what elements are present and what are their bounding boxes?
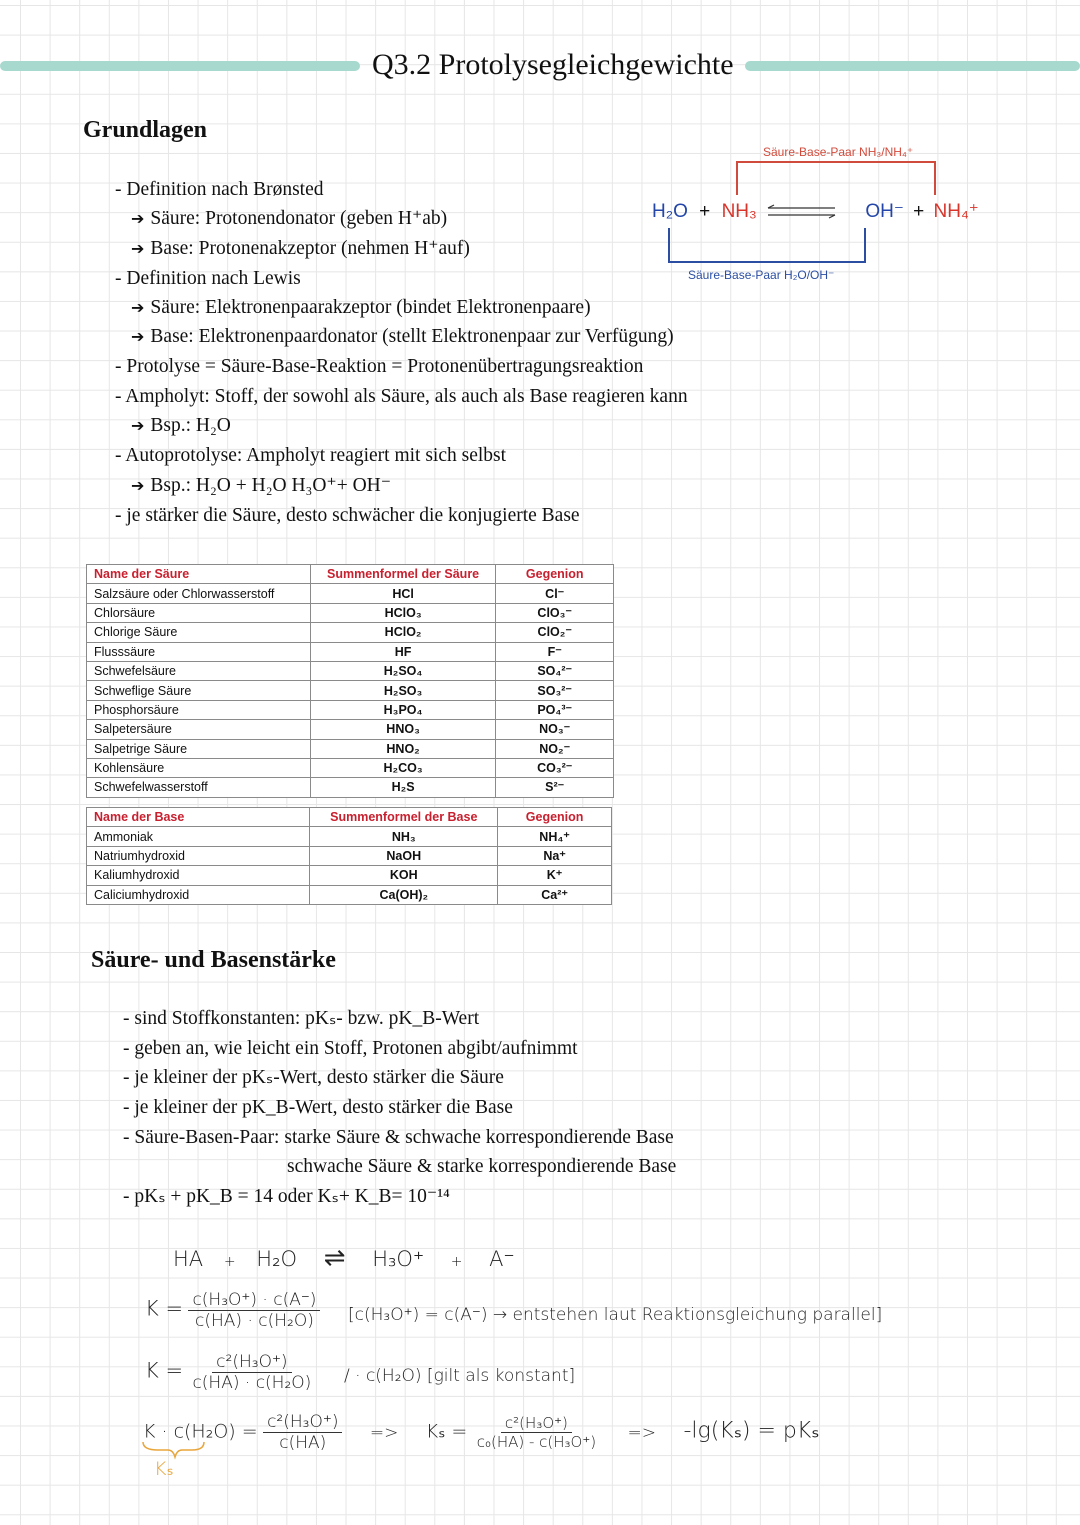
formula-cell: HNO₃	[310, 720, 496, 739]
counterion-cell: Ca²⁺	[498, 885, 612, 904]
counterion-cell: Na⁺	[498, 846, 612, 865]
section-heading-grundlagen: Grundlagen	[83, 117, 208, 143]
equation-2	[145, 1352, 315, 1393]
reaction-term: H₂O	[256, 1247, 298, 1271]
name-cell: Ammoniak	[87, 827, 310, 846]
list-item-text: - Ampholyt: Stoff, der sowohl als Säure, als auch als Base reagieren kann	[115, 386, 688, 407]
list-item-text: Bsp.: H₂O + H₂O H₃O⁺+ OH⁻	[150, 475, 392, 496]
numerator: c(H₃O⁺) · c(A⁻)	[188, 1290, 320, 1311]
formula-cell: KOH	[310, 866, 498, 885]
list-item-text: Base: Elektronenpaardonator (stellt Elektronenpaar zur Verfügung)	[150, 326, 674, 347]
implies-arrow-icon: =>	[369, 1422, 399, 1443]
formula-cell: HCl	[310, 584, 496, 603]
table-row	[87, 778, 614, 797]
arrow-right-icon: ➔	[131, 327, 145, 346]
curly-brace-icon	[140, 1440, 210, 1460]
reaction-term: A⁻	[489, 1247, 515, 1271]
list-item-text: - Definition nach Lewis	[115, 268, 301, 289]
list-item	[115, 178, 324, 202]
list-item	[131, 296, 591, 320]
table-row	[87, 661, 614, 680]
equation-lhs: K · c(H₂O) =	[143, 1420, 258, 1443]
formula-cell: H₂S	[310, 778, 496, 797]
reactant-water: H₂O	[652, 201, 688, 222]
title-decoration-right	[745, 61, 1080, 71]
list-item-text: Bsp.: H₂O	[150, 415, 231, 436]
name-cell: Salpetrige Säure	[87, 739, 311, 758]
base-pair-label: Säure-Base-Paar H₂O/OH⁻	[688, 268, 835, 282]
table-row	[87, 885, 612, 904]
arrow-right-icon: ➔	[131, 239, 145, 258]
list-item	[115, 504, 580, 528]
numerator: c²(H₃O⁺)	[501, 1414, 572, 1433]
list-item: - je kleiner der pKₛ-Wert, desto stärker die Säure	[123, 1067, 504, 1088]
fraction	[473, 1414, 600, 1451]
section-heading-staerke: Säure- und Basenstärke	[91, 947, 336, 973]
counterion-cell: CO₃²⁻	[496, 758, 614, 777]
counterion-cell: S²⁻	[496, 778, 614, 797]
denominator: c(HA) · c(H₂O)	[195, 1311, 314, 1331]
reaction-term: H₃O⁺	[372, 1247, 425, 1271]
list-item	[131, 414, 231, 438]
formula-cell: H₂SO₄	[310, 661, 496, 680]
equation-2-note: / · c(H₂O) [gilt als konstant]	[344, 1366, 576, 1386]
arrow-right-icon: ➔	[131, 476, 145, 495]
list-item	[115, 385, 688, 409]
table-row	[87, 584, 614, 603]
pks-result: -lg(Kₛ) = pKₛ	[683, 1418, 820, 1444]
table-row	[87, 758, 614, 777]
column-header: Gegenion	[498, 808, 612, 827]
counterion-cell: ClO₃⁻	[496, 603, 614, 622]
list-item	[131, 237, 470, 261]
counterion-cell: SO₃²⁻	[496, 681, 614, 700]
list-item: - je kleiner der pK_B-Wert, desto stärker die Base	[123, 1097, 513, 1118]
title-decoration-left	[0, 61, 360, 71]
table-row	[87, 827, 612, 846]
column-header: Summenformel der Säure	[310, 565, 496, 584]
equation-1-note: [c(H₃O⁺) = c(A⁻) → entstehen laut Reaktionsgleichung parallel]	[348, 1305, 883, 1325]
name-cell: Phosphorsäure	[87, 700, 311, 719]
name-cell: Salzsäure oder Chlorwasserstoff	[87, 584, 311, 603]
acid-pair-label: Säure-Base-Paar NH₃/NH₄⁺	[763, 145, 914, 159]
table-row	[87, 603, 614, 622]
plus-sign: +	[223, 1254, 236, 1270]
implies-arrow-icon: =>	[627, 1422, 657, 1443]
fraction	[188, 1352, 315, 1393]
list-item	[115, 355, 643, 379]
table-row	[87, 623, 614, 642]
denominator: c(HA)	[279, 1433, 327, 1453]
formula-cell: H₃PO₄	[310, 700, 496, 719]
arrow-right-icon: ➔	[131, 416, 145, 435]
list-item-text: - Autoprotolyse: Ampholyt reagiert mit sich selbst	[115, 445, 507, 466]
table-row	[87, 720, 614, 739]
name-cell: Natriumhydroxid	[87, 846, 310, 865]
table-row	[87, 642, 614, 661]
equation-lhs: K =	[145, 1358, 184, 1383]
table-row	[87, 681, 614, 700]
formula-cell: HNO₂	[310, 739, 496, 758]
reaction-term: HA	[173, 1247, 204, 1271]
list-item-text: - Protolyse = Säure-Base-Reaktion = Protonenübertragungsreaktion	[115, 356, 644, 377]
column-header: Name der Base	[87, 808, 310, 827]
product-ammonium: NH₄⁺	[933, 201, 979, 222]
list-item-text: - je stärker die Säure, desto schwächer die konjugierte Base	[115, 505, 580, 526]
denominator: c(HA) · c(H₂O)	[192, 1373, 312, 1393]
reactant-ammonia: NH₃	[721, 201, 757, 222]
name-cell: Schweflige Säure	[87, 681, 311, 700]
name-cell: Kaliumhydroxid	[87, 866, 310, 885]
acid-table	[86, 564, 614, 798]
formula-cell: HClO₃	[310, 603, 496, 622]
name-cell: Chlorsäure	[87, 603, 311, 622]
fraction	[188, 1290, 320, 1331]
list-item-text: Säure: Elektronenpaarakzeptor (bindet Elektronenpaare)	[150, 297, 591, 318]
name-cell: Caliciumhydroxid	[87, 885, 310, 904]
formula-cell: NaOH	[310, 846, 498, 865]
list-item	[115, 267, 301, 291]
counterion-cell: NO₃⁻	[496, 720, 614, 739]
equilibrium-arrow-icon: ⇌	[323, 1243, 346, 1273]
name-cell: Salpetersäure	[87, 720, 311, 739]
equation-1	[145, 1290, 320, 1331]
list-item	[131, 207, 447, 231]
list-item: schwache Säure & starke korrespondierende Base	[287, 1156, 677, 1177]
formula-cell: H₂SO₃	[310, 681, 496, 700]
acid-base-pair-diagram	[640, 140, 979, 290]
equation-lhs: K =	[145, 1296, 184, 1321]
counterion-cell: PO₄³⁻	[496, 700, 614, 719]
column-header: Summenformel der Base	[310, 808, 498, 827]
handwritten-reaction	[173, 1243, 515, 1273]
formula-cell: HClO₂	[310, 623, 496, 642]
ks-lhs: Kₛ =	[425, 1420, 468, 1443]
numerator: c²(H₃O⁺)	[263, 1412, 342, 1433]
reaction-equation	[652, 200, 979, 223]
formula-cell: HF	[310, 642, 496, 661]
name-cell: Schwefelsäure	[87, 661, 311, 680]
formula-cell: NH₃	[310, 827, 498, 846]
name-cell: Chlorige Säure	[87, 623, 311, 642]
fraction	[263, 1412, 342, 1453]
counterion-cell: NH₄⁺	[498, 827, 612, 846]
list-item: - pKₛ + pK_B = 14 oder Kₛ+ K_B= 10⁻¹⁴	[123, 1186, 450, 1207]
counterion-cell: ClO₂⁻	[496, 623, 614, 642]
denominator: c₀(HA) - c(H₃O⁺)	[476, 1433, 597, 1451]
column-header: Name der Säure	[87, 565, 311, 584]
formula-cell: Ca(OH)₂	[310, 885, 498, 904]
equation-3	[143, 1412, 820, 1453]
arrow-right-icon: ➔	[131, 298, 145, 317]
plus-sign: +	[913, 201, 925, 222]
counterion-cell: F⁻	[496, 642, 614, 661]
table-row	[87, 700, 614, 719]
numerator: c²(H₃O⁺)	[212, 1352, 291, 1373]
counterion-cell: SO₄²⁻	[496, 661, 614, 680]
plus-sign: +	[450, 1254, 463, 1270]
list-item: - geben an, wie leicht ein Stoff, Protonen abgibt/aufnimmt	[123, 1038, 578, 1059]
list-item	[131, 325, 674, 349]
list-item-text: - Definition nach Brønsted	[115, 179, 324, 200]
brace-label-ks: Kₛ	[154, 1458, 174, 1480]
counterion-cell: Cl⁻	[496, 584, 614, 603]
plus-sign: +	[699, 201, 711, 222]
list-item: - Säure-Basen-Paar: starke Säure & schwache korrespondierende Base	[123, 1127, 674, 1148]
arrow-right-icon: ➔	[131, 209, 145, 228]
column-header: Gegenion	[496, 565, 614, 584]
name-cell: Kohlensäure	[87, 758, 311, 777]
list-item: - sind Stoffkonstanten: pKₛ- bzw. pK_B-Wert	[123, 1008, 480, 1029]
counterion-cell: NO₂⁻	[496, 739, 614, 758]
list-item-text: Säure: Protonendonator (geben H⁺ab)	[150, 208, 448, 229]
list-item	[115, 444, 506, 468]
list-item-text: Base: Protonenakzeptor (nehmen H⁺auf)	[150, 238, 470, 259]
counterion-cell: K⁺	[498, 866, 612, 885]
table-row	[87, 739, 614, 758]
name-cell: Schwefelwasserstoff	[87, 778, 311, 797]
table-row	[87, 866, 612, 885]
product-hydroxide: OH⁻	[865, 201, 904, 222]
name-cell: Flusssäure	[87, 642, 311, 661]
table-row	[87, 846, 612, 865]
base-table	[86, 807, 612, 905]
list-item	[131, 474, 391, 498]
page-title: Q3.2 Protolysegleichgewichte	[372, 48, 734, 81]
formula-cell: H₂CO₃	[310, 758, 496, 777]
